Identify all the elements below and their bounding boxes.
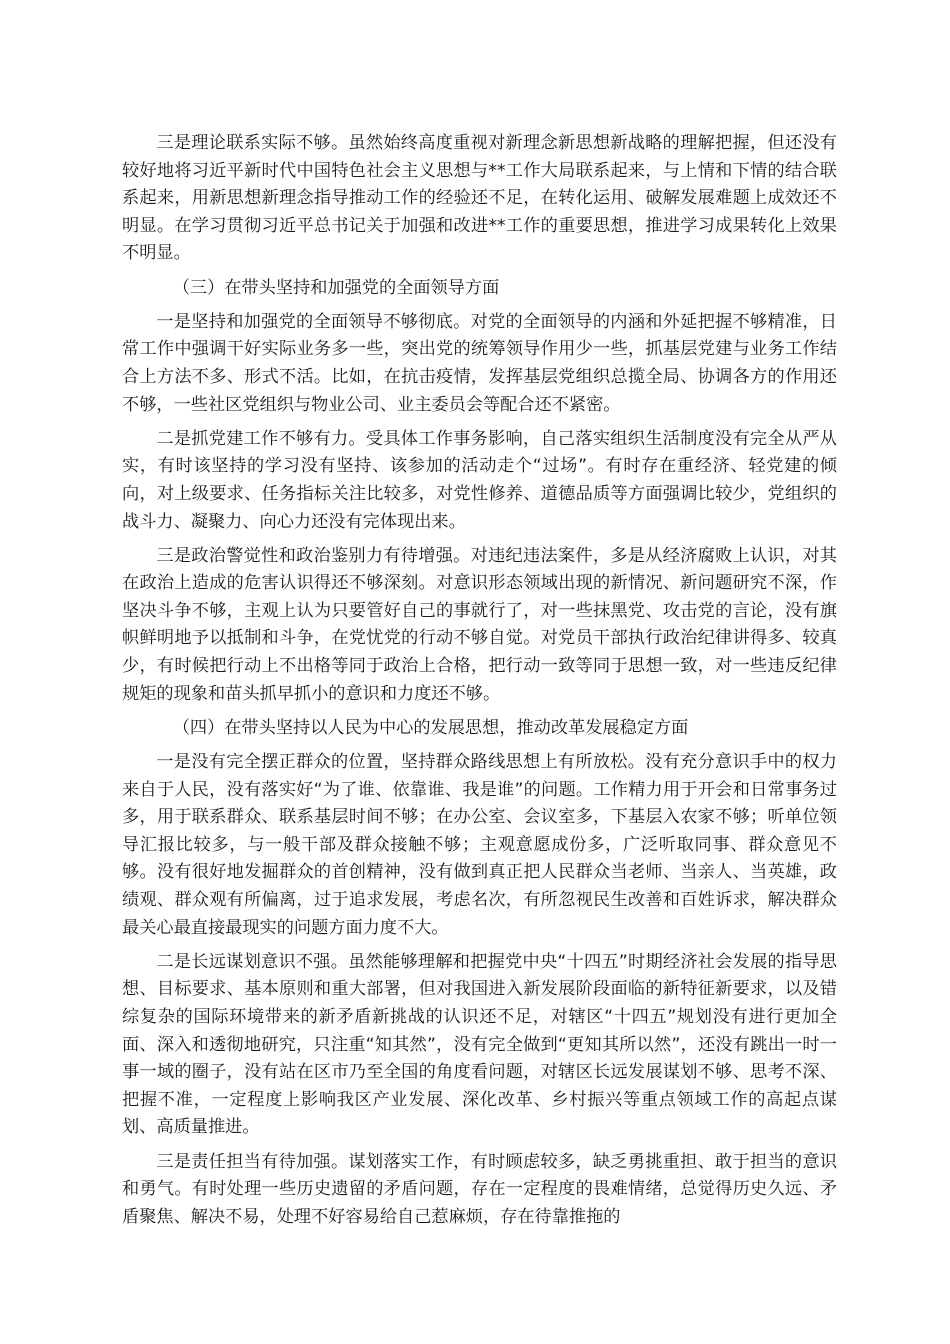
paragraph-political-vigilance: 三是政治警觉性和政治鉴别力有待增强。对违纪违法案件，多是从经济腐败上认识，对其在政治上造成的危害认识得还不够深刻。对意识形态领域出现的新情况、新问题研究不深，作坚决斗争不够，主观上认为只要管好自己的事就行了，对一些抹黑党、攻击党的言论，没有旗帜鲜明地予以抵制和斗争，在党忧党的行动不够自觉。对党员干部执行政治纪律讲得多、较真少，有时候把行动上不出格等同于政治上合格，把行动一致等同于思想一致，对一些违反纪律规矩的现象和苗头抓早抓小的意识和力度还不够。 bbox=[122, 545, 837, 704]
paragraph-responsibility: 三是责任担当有待加强。谋划落实工作，有时顾虑较多，缺乏勇挑重担、敢于担当的意识和勇气。有时处理一些历史遗留的矛盾问题，存在一定程度的畏难情绪，总觉得历史久远、矛盾聚焦、解决不易，处理不好容易给自己惹麻烦，存在待靠推拖的 bbox=[122, 1151, 837, 1227]
paragraph-party-building: 二是抓党建工作不够有力。受具体工作事务影响，自己落实组织生活制度没有完全从严从实，有时该坚持的学习没有坚持、该参加的活动走个“过场”。有时存在重经济、轻党建的倾向，对上级要求、任务指标关注比较多，对党性修养、道德品质等方面强调比较少，党组织的战斗力、凝聚力、向心力还没有完体现出来。 bbox=[122, 428, 837, 532]
paragraph-mass-line: 一是没有完全摆正群众的位置，坚持群众路线思想上有所放松。没有充分意识手中的权力来自于人民，没有落实好“为了谁、依靠谁、我是谁”的问题。工作精力用于开会和日常事务过多，用于联系群众、联系基层时间不够；在办公室、会议室多，下基层入农家不够；听单位领导汇报比较多，与一般干部及群众接触不够；主观意愿成份多，广泛听取同事、群众意见不够。没有很好地发掘群众的首创精神，没有做到真正把人民群众当老师、当亲人、当英雄，政绩观、群众观有所偏离，过于追求发展，考虑名次，有所忽视民生改善和百姓诉求，解决群众最关心最直接最现实的问题方面力度不大。 bbox=[122, 752, 837, 938]
paragraph-theory-practice: 三是理论联系实际不够。虽然始终高度重视对新理念新思想新战略的理解把握，但还没有较好地将习近平新时代中国特色社会主义思想与**工作大局联系起来，与上情和下情的结合联系起来，用新思想新理念指导推动工作的经验还不足，在转化运用、破解发展难题上成效还不明显。在学习贯彻习近平总书记关于加强和改进**工作的重要思想，推进学习成果转化上效果不明显。 bbox=[122, 133, 837, 264]
paragraph-long-term-planning: 二是长远谋划意识不强。虽然能够理解和把握党中央“十四五”时期经济社会发展的指导思想、目标要求、基本原则和重大部署，但对我国进入新发展阶段面临的新特征新要求，以及错综复杂的国际环境带来的新矛盾新挑战的认识还不足，对辖区“十四五”规划没有进行更加全面、深入和透彻地研究，只注重“知其然”，没有完全做到“更知其所以然”，还没有跳出一时一事一域的圈子，没有站在区市乃至全国的角度看问题，对辖区长远发展谋划不够、思考不深、把握不准，一定程度上影响我区产业发展、深化改革、乡村振兴等重点领域工作的高起点谋划、高质量推进。 bbox=[122, 951, 837, 1138]
document-body bbox=[122, 130, 837, 1238]
section-heading-4: （四）在带头坚持以人民为中心的发展思想，推动改革发展稳定方面 bbox=[172, 717, 689, 738]
paragraph-party-leadership: 一是坚持和加强党的全面领导不够彻底。对党的全面领导的内涵和外延把握不够精准，日常工作中强调干好实际业务多一些，突出党的统筹领导作用少一些，抓基层党建与业务工作结合上方法不多、形式不活。比如，在抗击疫情，发挥基层党组织总揽全局、协调各方的作用还不够，一些社区党组织与物业公司、业主委员会等配合还不紧密。 bbox=[122, 311, 837, 415]
section-heading-3: （三）在带头坚持和加强党的全面领导方面 bbox=[172, 277, 500, 298]
